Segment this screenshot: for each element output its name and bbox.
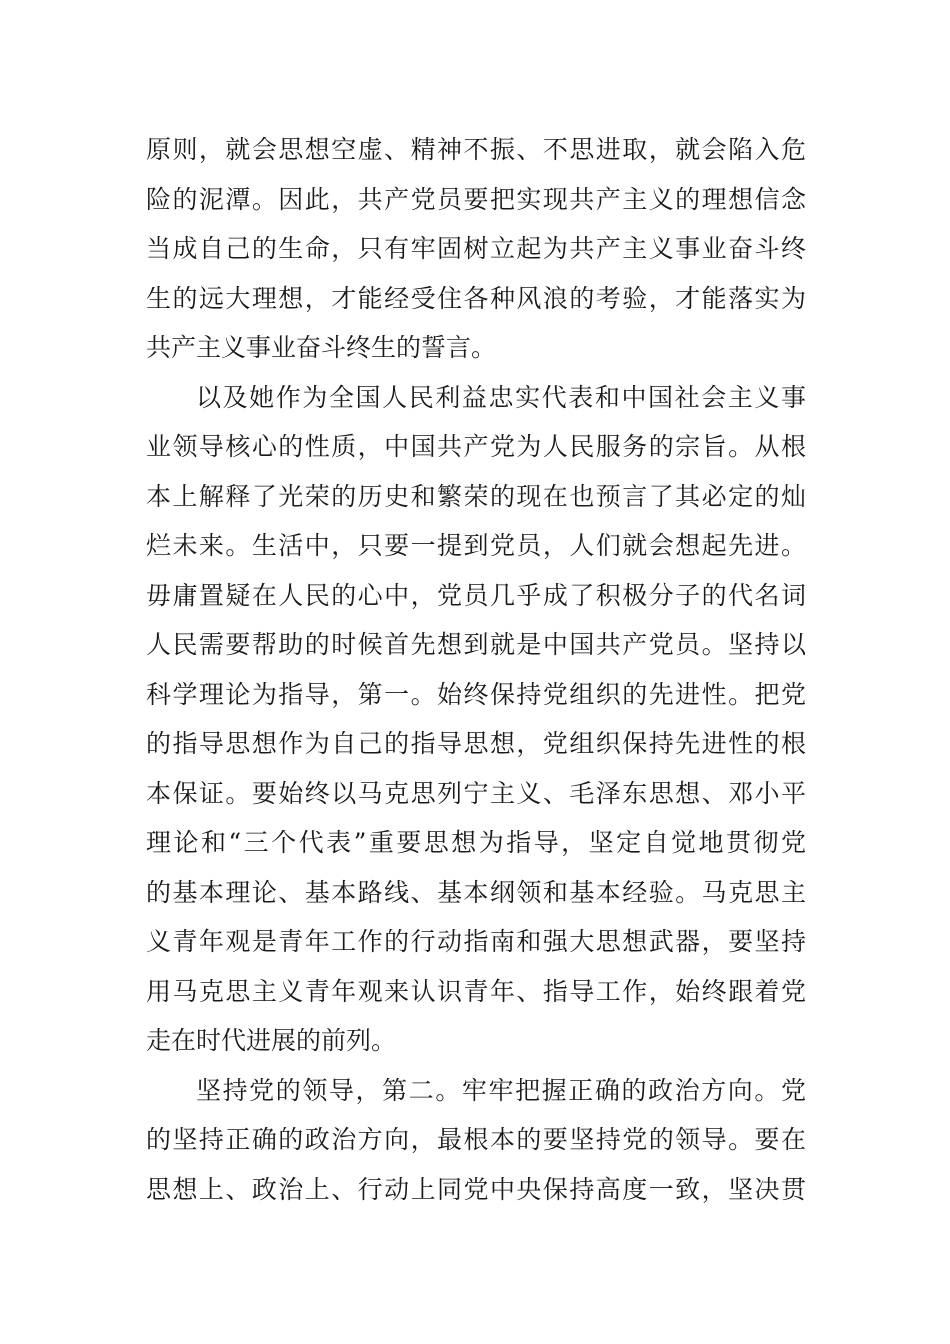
text-line: 科学理论为指导，第一。始终保持党组织的先进性。把党: [146, 679, 806, 709]
text-line: 的指导思想作为自己的指导思想，党组织保持先进性的根: [146, 729, 806, 758]
text-line: 本上解释了光荣的历史和繁荣的现在也预言了其必定的灿: [146, 481, 806, 511]
text-line: 共产主义事业奋斗终生的誓言。: [146, 333, 497, 362]
text-line: 人民需要帮助的时候首先想到就是中国共产党员。坚持以: [146, 630, 806, 659]
paragraph-3: [146, 1066, 806, 1215]
text-line: 坚持党的领导，第二。牢牢把握正确的政治方向。党: [196, 1075, 806, 1105]
text-line: 义青年观是青年工作的行动指南和强大思想武器，要坚持: [146, 927, 806, 956]
text-line: 当成自己的生命，只有牢固树立起为共产主义事业奋斗终: [146, 234, 806, 263]
document-body: [146, 125, 806, 1214]
paragraph-1: [146, 125, 806, 373]
text-line: 思想上、政治上、行动上同党中央保持高度一致，坚决贯: [146, 1174, 806, 1204]
text-line: 烂未来。生活中，只要一提到党员，人们就会想起先进。: [146, 531, 806, 560]
text-line: 以及她作为全国人民利益忠实代表和中国社会主义事: [196, 382, 806, 412]
text-line: 的坚持正确的政治方向，最根本的要坚持党的领导。要在: [146, 1125, 806, 1154]
text-line: 业领导核心的性质，中国共产党为人民服务的宗旨。从根: [146, 432, 806, 461]
text-line: 生的远大理想，才能经受住各种风浪的考验，才能落实为: [146, 283, 806, 313]
text-line: 走在时代进展的前列。: [146, 1026, 397, 1055]
text-line: 用马克思主义青年观来认识青年、指导工作，始终跟着党: [146, 976, 806, 1006]
text-line: 的基本理论、基本路线、基本纲领和基本经验。马克思主: [146, 877, 806, 907]
text-line: 本保证。要始终以马克思列宁主义、毛泽东思想、邓小平: [146, 778, 806, 808]
paragraph-2: [146, 373, 806, 1066]
text-line: 毋庸置疑在人民的心中，党员几乎成了积极分子的代名词: [146, 580, 806, 610]
text-line: 险的泥潭。因此，共产党员要把实现共产主义的理想信念: [146, 184, 806, 214]
text-line: 理论和“三个代表”重要思想为指导，坚定自觉地贯彻党: [146, 828, 806, 857]
text-line: 原则，就会思想空虚、精神不振、不思进取，就会陷入危: [146, 135, 806, 164]
